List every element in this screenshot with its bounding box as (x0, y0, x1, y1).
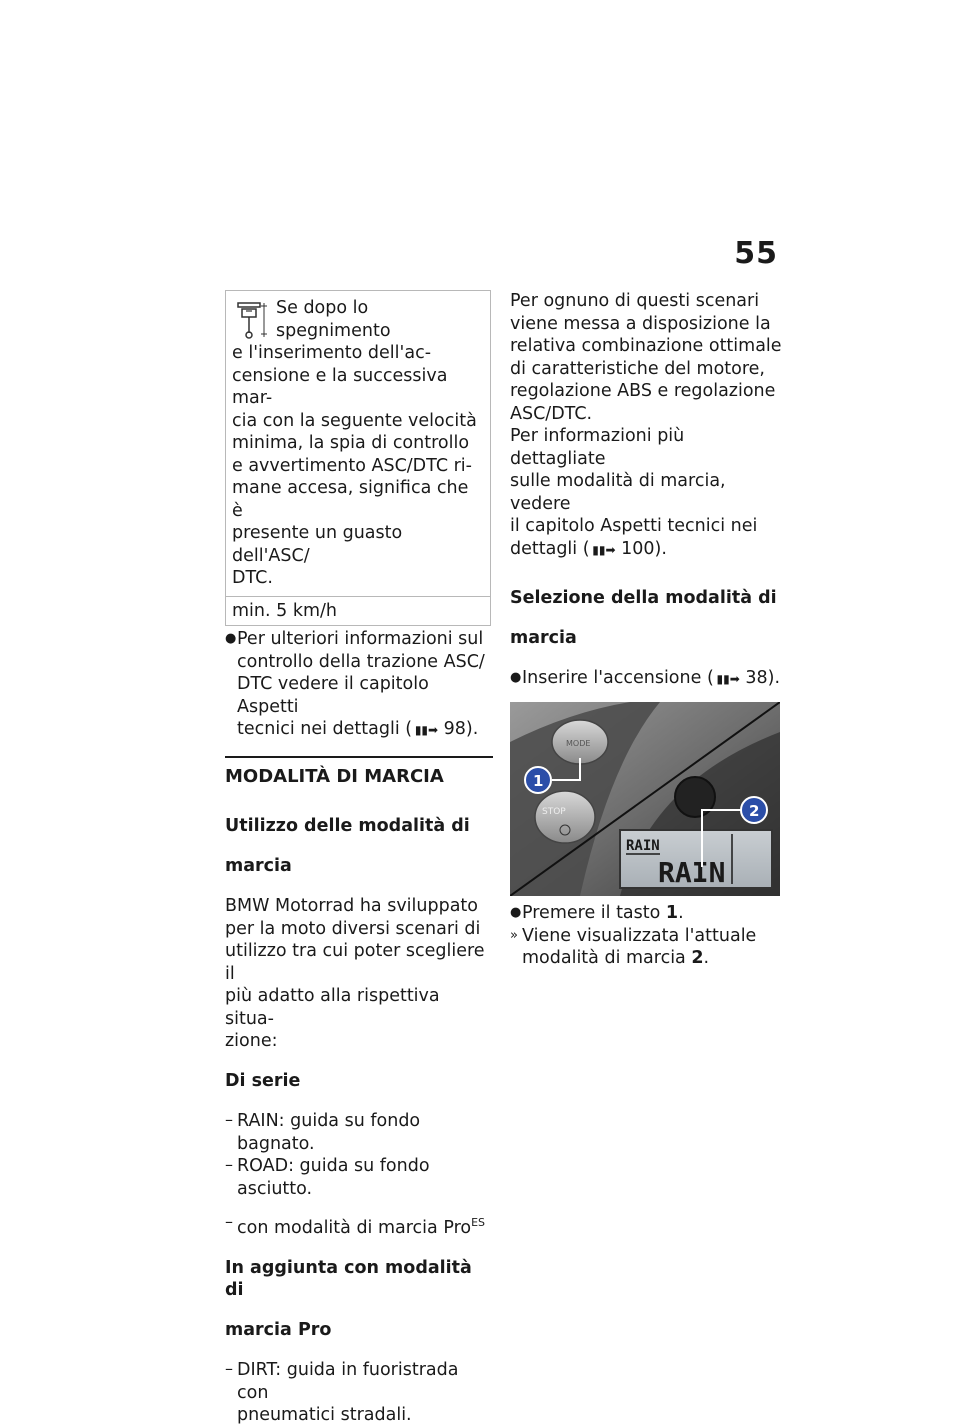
stop-button-label: STOP (542, 807, 566, 817)
dash-text: DIRT: guida in fuoristrada con (237, 1360, 459, 1403)
right-column (510, 290, 782, 970)
subheading: Selezione della modalità di (510, 587, 777, 608)
result-line (522, 947, 756, 970)
paragraph-line: relativa combinazione ottimale (510, 336, 782, 356)
note-line: Se dopo lo spegnimento (276, 298, 391, 341)
result-item (510, 925, 782, 970)
paragraph-line: Per ognuno di questi scenari (510, 291, 760, 311)
bullet-line: Per ulteriori informazioni sul (237, 629, 484, 649)
paragraph-line: più adatto alla rispettiva situa- (225, 986, 440, 1029)
dash-text (237, 1212, 485, 1239)
left-column (225, 290, 493, 1427)
paragraph-line: sulle modalità di marcia, vedere (510, 471, 726, 514)
subheading: marcia Pro (225, 1320, 332, 1341)
note-line: DTC. (232, 568, 273, 588)
subheading: marcia (510, 627, 577, 648)
note-line: mane accesa, significa che è (232, 478, 469, 521)
paragraph-line: di caratteristiche del motore, (510, 358, 765, 379)
paragraph-line: per la moto diversi scenari di (225, 918, 481, 939)
page-number: 55 (734, 236, 778, 271)
handlebar-photo (510, 702, 780, 896)
bullet-text: Inserire l'accensione ( (522, 667, 714, 688)
page-ref[interactable]: 98). (443, 719, 479, 739)
page-ref-arrow-icon: ▮▮➡ (414, 723, 439, 737)
result-line: Viene visualizzata l'attuale (522, 925, 757, 946)
bullet-line (522, 667, 780, 691)
mode-button-label: MODE (566, 739, 591, 748)
note-line: e l'inserimento dell'ac- (232, 343, 432, 363)
paragraph-line: viene messa a disposizione la (510, 313, 771, 334)
note-line: presente un guasto dell'ASC/ (232, 523, 403, 566)
result-text: modalità di marcia (522, 948, 692, 968)
display-mode-small: RAIN (626, 838, 660, 854)
note-line: e avvertimento ASC/DTC ri- (232, 455, 472, 476)
callout-1-label: 1 (533, 772, 544, 790)
dash-item: – con modalità di marcia Pro$^{ES}$ (225, 1212, 486, 1238)
paragraph-line: il capitolo Aspetti tecnici nei (510, 516, 758, 536)
section-rule (225, 756, 493, 758)
paragraph-line: ASC/DTC. (510, 403, 593, 424)
callout-2-label: 2 (749, 802, 760, 820)
wrench-warning-icon (230, 297, 270, 341)
bullet-bold: 1 (665, 903, 679, 923)
subheading: Utilizzo delle modalità di (225, 816, 470, 836)
bullet-line (522, 902, 684, 925)
result-marker: » (510, 927, 518, 943)
bullet-end: . (678, 903, 684, 923)
dash-text: ROAD: guida su fondo (237, 1156, 430, 1176)
result-bold: 2 (691, 948, 704, 968)
paragraph-line: zione: (225, 1031, 278, 1051)
bullet-dot: ● (510, 905, 522, 920)
note-line: cia con la seguente velocità (232, 410, 477, 431)
bullet-item (510, 667, 782, 691)
note-line: minima, la spia di controllo (232, 433, 470, 453)
page-ref-arrow-icon: ▮▮➡ (592, 542, 616, 557)
note-line: censione e la successiva mar- (232, 365, 448, 408)
bullet-line: controllo della trazione ASC/ (237, 651, 485, 672)
bullet-dot: ● (510, 669, 522, 685)
subheading-di-serie: Di serie (225, 1071, 301, 1091)
note-footer: min. 5 km/h (232, 600, 337, 621)
dash-text-main: con modalità di marcia Pro (237, 1217, 472, 1238)
bullet-text: Premere il tasto (522, 903, 666, 923)
page-ref-arrow-icon: ▮▮➡ (716, 671, 740, 686)
bullet-dot: ● (225, 631, 237, 646)
display-mode-big: RAIN (658, 856, 726, 889)
dash-text: pneumatici stradali. (237, 1405, 412, 1426)
paragraph-line: utilizzo tra cui poter scegliere il (225, 941, 485, 984)
bullet-text: tecnici nei dettagli (237, 719, 400, 739)
page-ref[interactable]: 100). (621, 538, 667, 559)
dash-item: – DIRT: guida in fuoristrada con pneumatici stradali. (225, 1359, 493, 1427)
page-ref[interactable]: 38). (745, 667, 781, 688)
paragraph-line: BMW Motorrad ha sviluppato (225, 896, 478, 916)
dash-sup: ES (471, 1216, 486, 1229)
subheading: marcia (225, 856, 292, 876)
bullet-item (510, 902, 782, 925)
paragraph-line: regolazione ABS e regolazione (510, 381, 776, 401)
result-end: . (703, 948, 710, 968)
paragraph-line: Per informazioni più dettagliate (510, 426, 685, 469)
paragraph-line: dettagli ( ▮▮➡ 100). (510, 538, 782, 562)
dash-text: RAIN: guida su fondo bagnato. (237, 1111, 421, 1154)
bullet-line: DTC vedere il capitolo Aspetti (237, 674, 429, 717)
dash-item: – RAIN: guida su fondo bagnato. (225, 1110, 493, 1155)
paragraph-text: dettagli (510, 538, 578, 559)
note-box (225, 290, 491, 626)
dash-item: – ROAD: guida su fondo asciutto. (225, 1155, 430, 1199)
bullet-line: tecnici nei dettagli ( ▮▮➡ 98). (237, 718, 493, 742)
bullet-item (225, 628, 493, 742)
section-title: MODALITÀ DI MARCIA (225, 765, 444, 787)
dash-text: asciutto. (237, 1178, 313, 1199)
subheading: In aggiunta con modalità di (225, 1257, 472, 1301)
